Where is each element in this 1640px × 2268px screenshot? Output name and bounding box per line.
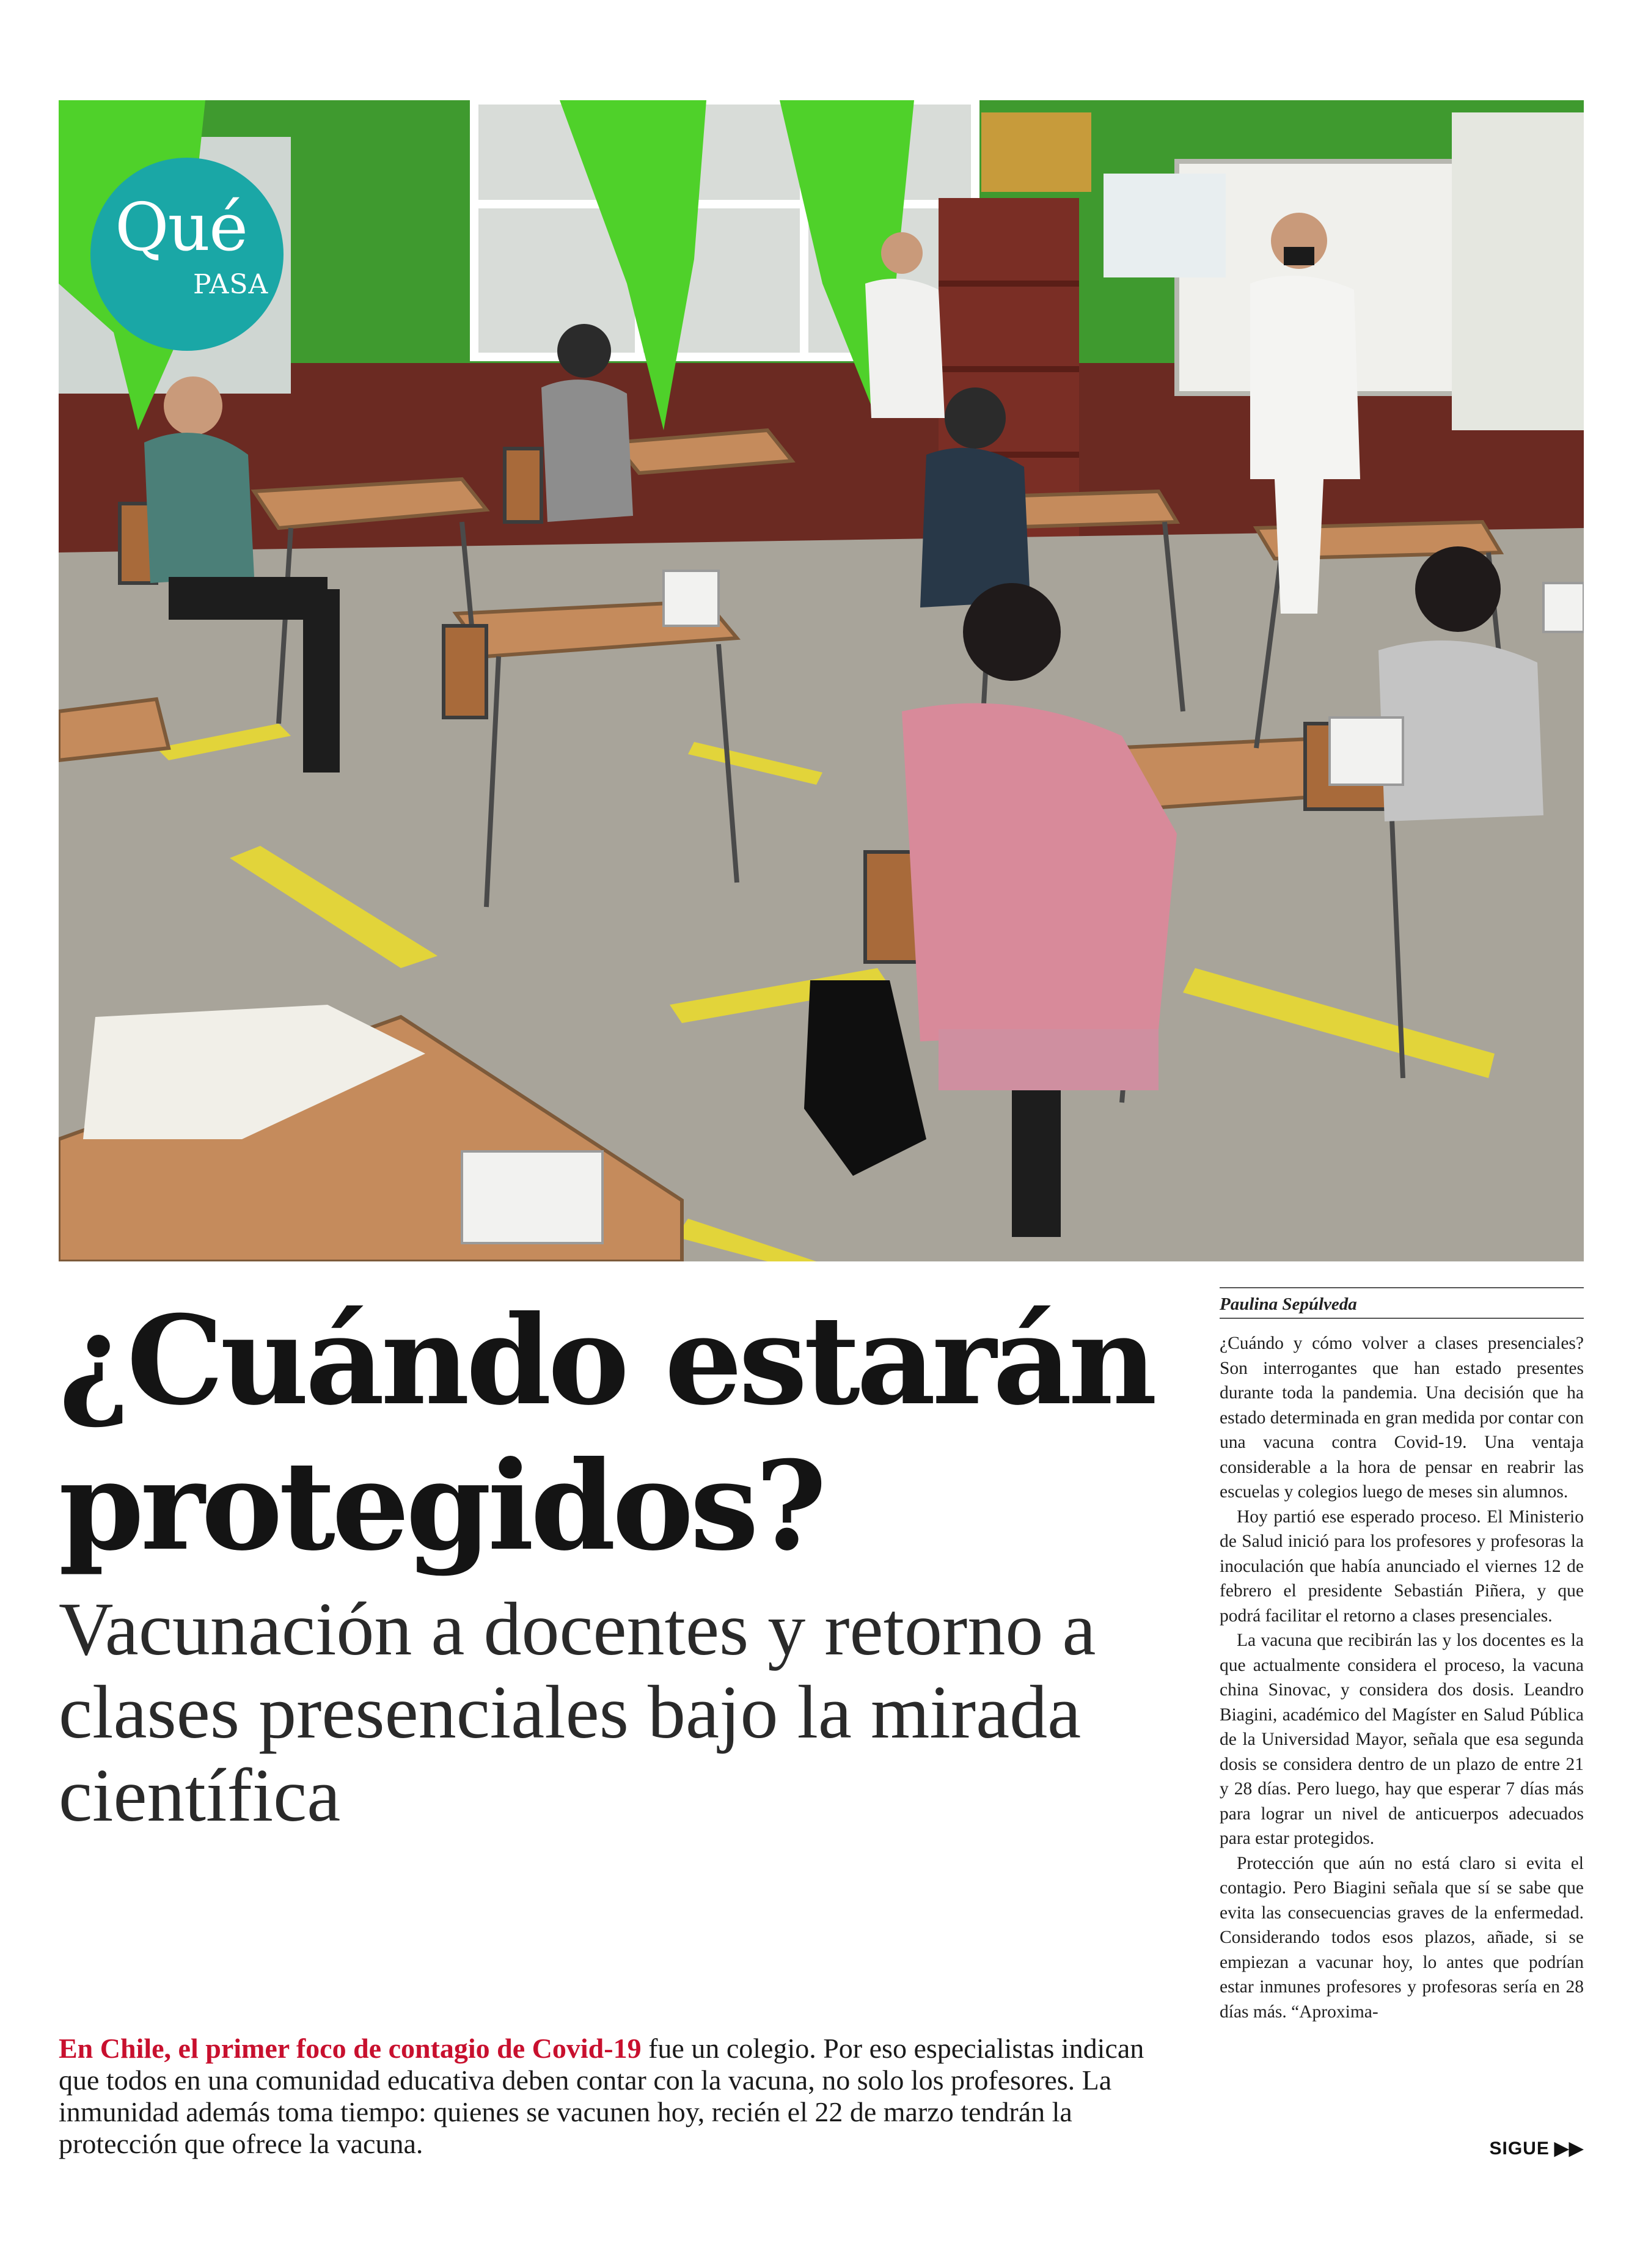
headline: ¿Cuándo estarán protegidos?: [59, 1289, 1154, 1578]
que-pasa-logo: [90, 158, 284, 351]
classroom-illustration: [59, 100, 1584, 1261]
continue-label: SIGUE: [1489, 2138, 1550, 2159]
author-byline: Paulina Sepúlveda: [1220, 1294, 1357, 1314]
logo-wordmark-que: Qué: [115, 189, 247, 266]
lead-highlight: En Chile, el primer foco de contagio de Covid-19: [59, 2033, 642, 2064]
body-paragraph-1: ¿Cuándo y cómo volver a clases presenciales? Son interrogantes que han estado presentes durante toda la pandemia. Una decisión que ha estado determinada en gran medida por contar con una vacuna contra Covid-19. Una ventaja considerable a la hora de pensar en reabrir las escuelas y colegios luego de meses sin alumnos.: [1220, 1334, 1584, 1502]
classroom-photo: [59, 100, 1584, 1261]
logo-wordmark-pasa: PASA: [193, 269, 269, 300]
lead-paragraph: [59, 2033, 1183, 2160]
subheadline: Vacunación a docentes y retorno a clases presenciales bajo la mirada científica: [59, 1587, 1096, 1837]
byline-rule-bottom: [1220, 1318, 1584, 1319]
byline-rule-top: [1220, 1287, 1584, 1288]
continue-marker[interactable]: [1453, 2138, 1584, 2159]
double-arrow-icon: ▶▶: [1554, 2138, 1584, 2159]
body-paragraph-4: Protección que aún no está claro si evita el contagio. Pero Biagini señala que sí se sabe que evita las consecuencias graves de la enfermedad. Considerando todos esos plazos, añade, si se empiezan a vacunar hoy, lo antes que podrían estar inmunes profesores y profesoras sería en 28 días más. “Aproxima-: [1220, 1853, 1584, 2022]
body-paragraph-2: Hoy partió ese esperado proceso. El Ministerio de Salud inició para los profesores y profesoras la inoculación que había anunciado el viernes 12 de febrero el presidente Sebastián Piñera, y que podrá facilitar el retorno a clases presenciales.: [1220, 1506, 1584, 1626]
body-paragraph-3: La vacuna que recibirán las y los docentes es la que actualmente considera el proceso, la vacuna china Sinovac, y considera dos dosis. Leandro Biagini, académico del Magíster en Salud Pública de la Universidad Mayor, señala que esa segunda dosis se considera dentro de un plazo de entre 21 y 28 días. Pero luego, hay que esperar 7 días más para lograr un nivel de anticuerpos adecuados para estar protegidos.: [1220, 1631, 1584, 1848]
lead-text: fue un colegio. Por eso especialistas indican que todos en una comunidad educativa deben contar con la vacuna, no solo los profesores. La inmunidad además toma tiempo: quienes se vacunen hoy, recién el 22 de marzo tendrán la protección que ofrece la vacuna.: [59, 2033, 1144, 2159]
article-body: [1220, 1331, 1584, 2024]
